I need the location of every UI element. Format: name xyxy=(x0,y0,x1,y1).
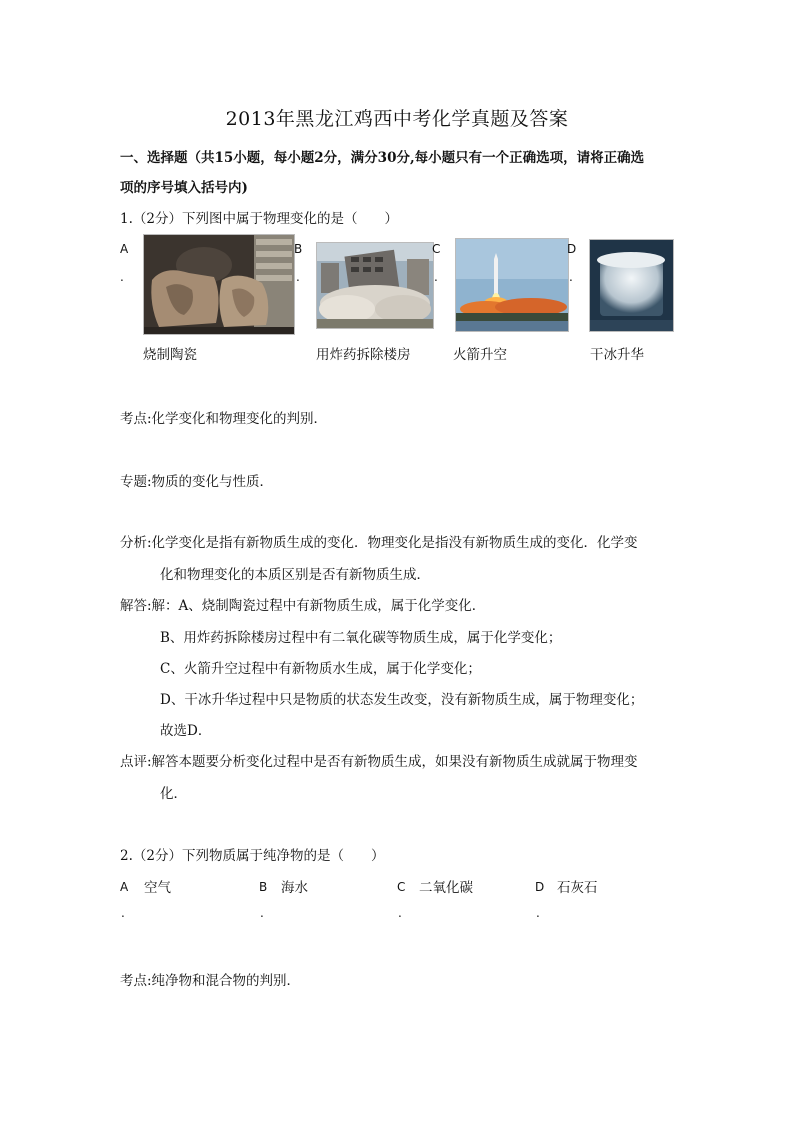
q2-stem: 2.（2分）下列物质属于纯净物的是（ ） xyxy=(120,848,385,864)
q1-dianping-line2: 化． xyxy=(160,786,187,802)
q1-option-c-caption: 火箭升空 xyxy=(453,347,507,363)
ceramics-photo xyxy=(143,234,295,335)
q2-kaodian: 考点:纯净物和混合物的判别． xyxy=(120,973,301,989)
q2-option-b-dot: . xyxy=(260,906,264,920)
q1-option-d-letter: D xyxy=(567,242,577,256)
q1-option-b-letter: B xyxy=(294,242,303,256)
section-heading-line1: 一、选择题（共15小题，每小题2分，满分30分,每小题只有一个正确选项，请将正确选 xyxy=(120,150,645,166)
q1-jieda-line1: 解答:解：A、烧制陶瓷过程中有新物质生成，属于化学变化． xyxy=(120,598,486,614)
q2-option-c-dot: . xyxy=(398,906,402,920)
q1-zhuanti: 专题:物质的变化与性质． xyxy=(120,474,274,490)
q1-option-a-caption: 烧制陶瓷 xyxy=(143,347,197,363)
q1-fenxi-line1: 分析:化学变化是指有新物质生成的变化．物理变化是指没有新物质生成的变化．化学变 xyxy=(120,535,638,551)
q1-kaodian: 考点:化学变化和物理变化的判别． xyxy=(120,411,328,427)
q2-option-a-text: 空气 xyxy=(144,880,171,896)
q1-option-a-letter: A xyxy=(120,242,129,256)
q2-option-d-letter: D xyxy=(535,880,545,894)
q2-option-d-dot: . xyxy=(536,906,540,920)
q1-jieda-line3: C、火箭升空过程中有新物质水生成，属于化学变化； xyxy=(160,661,481,677)
q1-jieda-line4: D、干冰升华过程中只是物质的状态发生改变，没有新物质生成，属于物理变化； xyxy=(160,692,644,708)
rocket-launch-photo xyxy=(455,238,569,332)
q1-option-d-caption: 干冰升华 xyxy=(590,347,644,363)
q2-option-c-text: 二氧化碳 xyxy=(419,880,473,896)
q2-option-b-text: 海水 xyxy=(281,880,308,896)
q2-option-b-letter: B xyxy=(259,880,268,894)
section-heading-line2: 项的序号填入括号内) xyxy=(120,180,248,196)
q1-dianping-line1: 点评:解答本题要分析变化过程中是否有新物质生成，如果没有新物质生成就属于物理变 xyxy=(120,754,638,770)
q2-option-a-letter: A xyxy=(120,880,129,894)
q1-jieda-line5: 故选D． xyxy=(160,723,212,739)
q1-stem: 1.（2分）下列图中属于物理变化的是（ ） xyxy=(120,211,398,227)
dry-ice-sublimation-photo xyxy=(589,239,674,332)
q1-option-b-caption: 用炸药拆除楼房 xyxy=(316,347,411,363)
q1-option-a-dot: . xyxy=(120,270,124,284)
q1-option-b-dot: . xyxy=(296,270,300,284)
demolition-image xyxy=(317,243,433,328)
q1-option-c-letter: C xyxy=(432,242,441,256)
ceramics-image xyxy=(144,235,294,334)
q1-option-d-dot: . xyxy=(569,270,573,284)
page-title: 2013年黑龙江鸡西中考化学真题及答案 xyxy=(225,108,569,130)
building-demolition-photo xyxy=(316,242,434,329)
q2-option-a-dot: . xyxy=(121,906,125,920)
q2-option-d-text: 石灰石 xyxy=(557,880,598,896)
q1-fenxi-line2: 化和物理变化的本质区别是否有新物质生成． xyxy=(160,567,430,583)
q1-jieda-line2: B、用炸药拆除楼房过程中有二氧化碳等物质生成，属于化学变化； xyxy=(160,630,562,646)
rocket-image xyxy=(456,239,568,331)
q1-option-c-dot: . xyxy=(434,270,438,284)
q2-option-c-letter: C xyxy=(397,880,406,894)
dry-ice-image xyxy=(590,240,673,331)
